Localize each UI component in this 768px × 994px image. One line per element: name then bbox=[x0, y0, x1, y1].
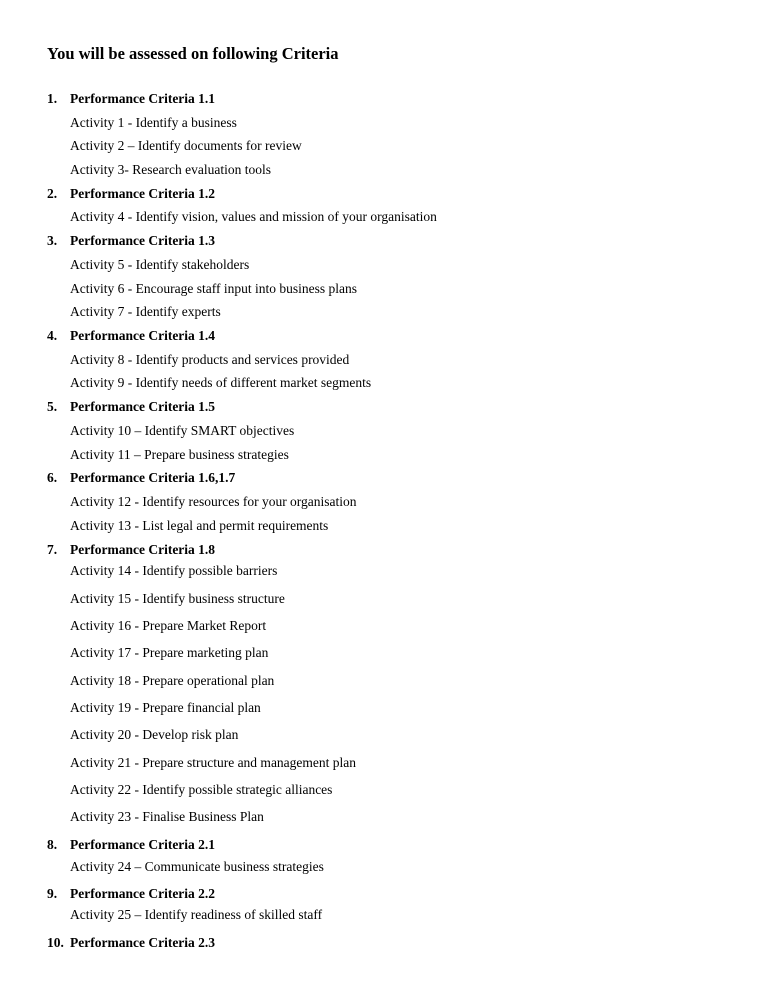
activity-item: Activity 9 - Identify needs of different market segments bbox=[70, 375, 372, 390]
activity-item: Activity 2 – Identify documents for review bbox=[70, 138, 302, 153]
criteria-label: Performance Criteria 1.8 bbox=[70, 542, 216, 557]
criteria-label: Performance Criteria 1.6,1.7 bbox=[70, 470, 236, 485]
criteria-number: 1. bbox=[47, 91, 58, 106]
activity-item: Activity 21 - Prepare structure and management plan bbox=[70, 755, 357, 770]
criteria-number: 9. bbox=[47, 886, 58, 901]
activity-item: Activity 12 - Identify resources for your organisation bbox=[70, 494, 357, 509]
criteria-label: Performance Criteria 2.1 bbox=[70, 837, 216, 852]
activity-item: Activity 10 – Identify SMART objectives bbox=[70, 423, 295, 438]
activity-item: Activity 8 - Identify products and services provided bbox=[70, 352, 350, 367]
activity-item: Activity 16 - Prepare Market Report bbox=[70, 618, 267, 633]
criteria-label: Performance Criteria 1.2 bbox=[70, 186, 216, 201]
activity-item: Activity 13 - List legal and permit requirements bbox=[70, 518, 329, 533]
criteria-number: 10. bbox=[47, 935, 64, 950]
activity-item: Activity 19 - Prepare financial plan bbox=[70, 700, 261, 715]
activity-item: Activity 5 - Identify stakeholders bbox=[70, 257, 250, 272]
activity-item: Activity 25 – Identify readiness of skilled staff bbox=[70, 907, 323, 922]
activity-item: Activity 4 - Identify vision, values and mission of your organisation bbox=[70, 209, 437, 224]
activity-item: Activity 11 – Prepare business strategies bbox=[70, 447, 289, 462]
criteria-number: 7. bbox=[47, 542, 58, 557]
criteria-number: 8. bbox=[47, 837, 58, 852]
activity-item: Activity 18 - Prepare operational plan bbox=[70, 673, 275, 688]
criteria-number: 6. bbox=[47, 470, 58, 485]
activity-item: Activity 14 - Identify possible barriers bbox=[70, 563, 278, 578]
activity-item: Activity 20 - Develop risk plan bbox=[70, 727, 239, 742]
activity-item: Activity 1 - Identify a business bbox=[70, 115, 237, 130]
criteria-label: Performance Criteria 1.5 bbox=[70, 399, 216, 414]
criteria-label: Performance Criteria 1.3 bbox=[70, 233, 216, 248]
criteria-label: Performance Criteria 2.2 bbox=[70, 886, 216, 901]
activity-item: Activity 6 - Encourage staff input into business plans bbox=[70, 281, 357, 296]
criteria-number: 3. bbox=[47, 233, 58, 248]
activity-item: Activity 22 - Identify possible strategic alliances bbox=[70, 782, 333, 797]
activity-item: Activity 3- Research evaluation tools bbox=[70, 162, 271, 177]
activity-item: Activity 23 - Finalise Business Plan bbox=[70, 809, 264, 824]
criteria-number: 5. bbox=[47, 399, 58, 414]
activity-item: Activity 17 - Prepare marketing plan bbox=[70, 645, 269, 660]
activity-item: Activity 15 - Identify business structure bbox=[70, 591, 285, 606]
criteria-number: 2. bbox=[47, 186, 58, 201]
page-title: You will be assessed on following Criteria bbox=[47, 44, 339, 63]
criteria-label: Performance Criteria 1.1 bbox=[70, 91, 216, 106]
criteria-label: Performance Criteria 1.4 bbox=[70, 328, 216, 343]
criteria-number: 4. bbox=[47, 328, 58, 343]
activity-item: Activity 24 – Communicate business strategies bbox=[70, 859, 324, 874]
criteria-label: Performance Criteria 2.3 bbox=[70, 935, 216, 950]
activity-item: Activity 7 - Identify experts bbox=[70, 304, 221, 319]
